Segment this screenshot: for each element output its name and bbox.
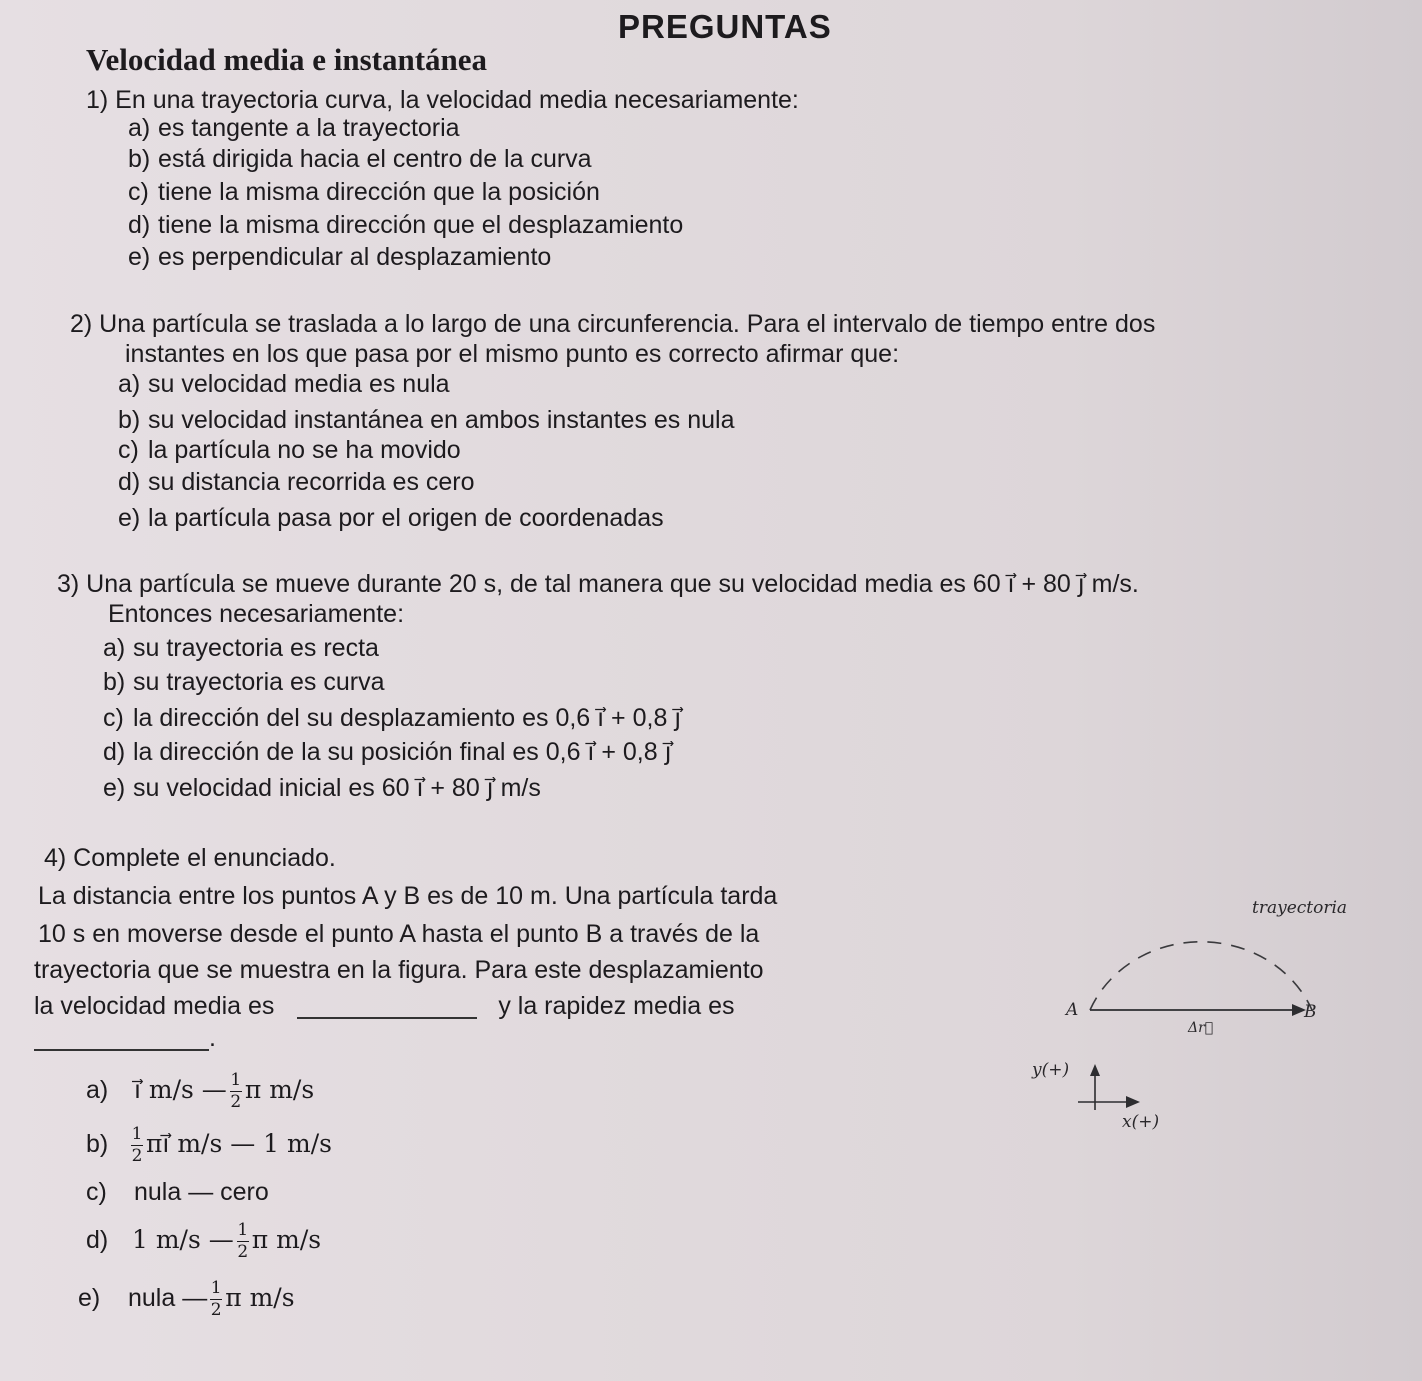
fraction-denominator: 2 — [237, 1242, 249, 1262]
q1-option-a[interactable] — [128, 116, 460, 141]
option-text: la partícula no se ha movido — [148, 436, 461, 464]
option-text: tiene la misma dirección que el desplazamiento — [158, 211, 684, 239]
q1-option-d[interactable] — [128, 213, 683, 238]
q4-option-c[interactable] — [86, 1180, 269, 1205]
section-heading: Velocidad media e instantánea — [86, 42, 488, 77]
fraction-denominator: 2 — [131, 1146, 143, 1166]
option-label: d) — [118, 468, 141, 496]
question-4-line-4 — [34, 994, 735, 1019]
fraction-numerator: 1 — [131, 1124, 143, 1144]
trajectory-label: trayectoria — [1252, 898, 1348, 918]
option-text: su trayectoria es curva — [133, 668, 385, 696]
option-text: es tangente a la trayectoria — [158, 114, 460, 142]
fraction-one-half — [210, 1280, 222, 1319]
option-text: su velocidad inicial es 60 i⃗ + 80 j⃗ m/s — [133, 774, 541, 802]
x-axis-arrowhead — [1126, 1096, 1140, 1108]
option-label: e) — [118, 504, 141, 532]
line-5-end: . — [209, 1024, 216, 1052]
question-4-line-3: trayectoria que se muestra en la figura. Para este desplazamiento — [34, 956, 764, 984]
point-b-label: B — [1304, 1002, 1317, 1022]
displacement-label: Δr⃗ — [1188, 1020, 1214, 1036]
option-text: está dirigida hacia el centro de la curva — [158, 145, 592, 173]
fraction-numerator: 1 — [210, 1278, 222, 1298]
q2-option-e[interactable] — [118, 506, 664, 531]
option-label: d) — [128, 211, 151, 239]
question-4-line-2: 10 s en moverse desde el punto A hasta el punto B a través de la — [38, 920, 760, 948]
q4-option-e[interactable] — [78, 1280, 295, 1319]
page-title: PREGUNTAS — [618, 8, 832, 45]
line-4-part-a: la velocidad media es — [34, 992, 275, 1020]
option-label: c) — [103, 704, 124, 732]
option-label: e) — [78, 1284, 101, 1313]
option-label: d) — [86, 1226, 109, 1255]
question-4-line-5 — [34, 1026, 216, 1051]
q1-option-c[interactable] — [128, 180, 600, 205]
option-part-2: πi⃗ m/s — 1 m/s — [146, 1129, 332, 1159]
option-label: c) — [86, 1178, 107, 1206]
line-4-part-b: y la rapidez media es — [498, 992, 735, 1020]
option-part-1: 1 m/s — — [132, 1225, 234, 1255]
question-2-line-1: 2) Una partícula se traslada a lo largo de una circunferencia. Para el intervalo de tiempo entre dos — [70, 310, 1156, 338]
trajectory-arc — [1090, 942, 1312, 1010]
fraction-one-half — [230, 1072, 242, 1111]
option-part-2: π m/s — [244, 1075, 315, 1105]
fraction-numerator: 1 — [237, 1220, 249, 1240]
q2-option-c[interactable] — [118, 438, 461, 463]
option-label: d) — [103, 738, 126, 766]
question-3-line-1: 3) Una partícula se mueve durante 20 s, de tal manera que su velocidad media es 60 i⃗ + 80 j⃗ m/s. — [57, 570, 1139, 598]
option-text: es perpendicular al desplazamiento — [158, 243, 552, 271]
q1-option-e[interactable] — [128, 245, 551, 270]
option-label: a) — [86, 1076, 109, 1105]
option-text: su trayectoria es recta — [133, 634, 379, 662]
option-label: a) — [128, 114, 151, 142]
option-text: la dirección de la su posición final es 0,6 i⃗ + 0,8 j⃗ — [133, 738, 672, 766]
q4-option-d[interactable] — [86, 1222, 321, 1261]
y-axis-label: y(+) — [1032, 1060, 1070, 1080]
option-text: su distancia recorrida es cero — [148, 468, 475, 496]
option-text: su velocidad instantánea en ambos instantes es nula — [148, 406, 735, 434]
option-part-2: π m/s — [225, 1283, 295, 1313]
fraction-denominator: 2 — [230, 1092, 242, 1112]
option-part-1: nula — — [128, 1284, 208, 1313]
point-a-label: A — [1066, 1000, 1079, 1020]
option-text: su velocidad media es nula — [148, 370, 450, 398]
q3-option-d[interactable] — [103, 740, 672, 765]
option-label: a) — [103, 634, 126, 662]
q1-option-b[interactable] — [128, 147, 592, 172]
speed-blank[interactable] — [34, 1027, 209, 1051]
q4-option-b[interactable] — [86, 1126, 332, 1165]
option-text: tiene la misma dirección que la posición — [158, 178, 600, 206]
option-label: c) — [118, 436, 139, 464]
question-3-line-2: Entonces necesariamente: — [108, 600, 405, 628]
q4-option-a[interactable] — [86, 1072, 314, 1111]
option-label: e) — [128, 243, 151, 271]
q2-option-b[interactable] — [118, 408, 735, 433]
question-2-line-2: instantes en los que pasa por el mismo punto es correcto afirmar que: — [125, 340, 900, 368]
question-4-heading: 4) Complete el enunciado. — [44, 844, 336, 872]
fraction-numerator: 1 — [230, 1070, 242, 1090]
option-text: nula — cero — [134, 1178, 269, 1206]
option-text: la dirección del su desplazamiento es 0,6 i⃗ + 0,8 j⃗ — [133, 704, 682, 732]
option-label: b) — [103, 668, 126, 696]
q2-option-a[interactable] — [118, 372, 450, 397]
option-part-1: i⃗ m/s — — [134, 1075, 227, 1105]
fraction-denominator: 2 — [210, 1300, 222, 1320]
fraction-one-half — [237, 1222, 249, 1261]
option-label: b) — [118, 406, 141, 434]
option-label: a) — [118, 370, 141, 398]
trajectory-figure — [1030, 880, 1410, 1140]
q3-option-c[interactable] — [103, 706, 681, 731]
option-label: c) — [128, 178, 149, 206]
x-axis-label: x(+) — [1122, 1112, 1160, 1132]
option-label: e) — [103, 774, 126, 802]
q3-option-b[interactable] — [103, 670, 385, 695]
y-axis-arrowhead — [1090, 1064, 1100, 1076]
q3-option-e[interactable] — [103, 776, 541, 801]
q2-option-d[interactable] — [118, 470, 475, 495]
question-4-line-1: La distancia entre los puntos A y B es de 10 m. Una partícula tarda — [38, 882, 778, 910]
option-text: la partícula pasa por el origen de coordenadas — [148, 504, 664, 532]
velocity-blank[interactable] — [297, 1017, 477, 1019]
fraction-one-half — [131, 1126, 143, 1165]
option-label: b) — [128, 145, 151, 173]
question-1-text: 1) En una trayectoria curva, la velocidad media necesariamente: — [86, 86, 799, 114]
option-part-2: π m/s — [251, 1225, 322, 1255]
option-label: b) — [86, 1130, 109, 1159]
q3-option-a[interactable] — [103, 636, 379, 661]
